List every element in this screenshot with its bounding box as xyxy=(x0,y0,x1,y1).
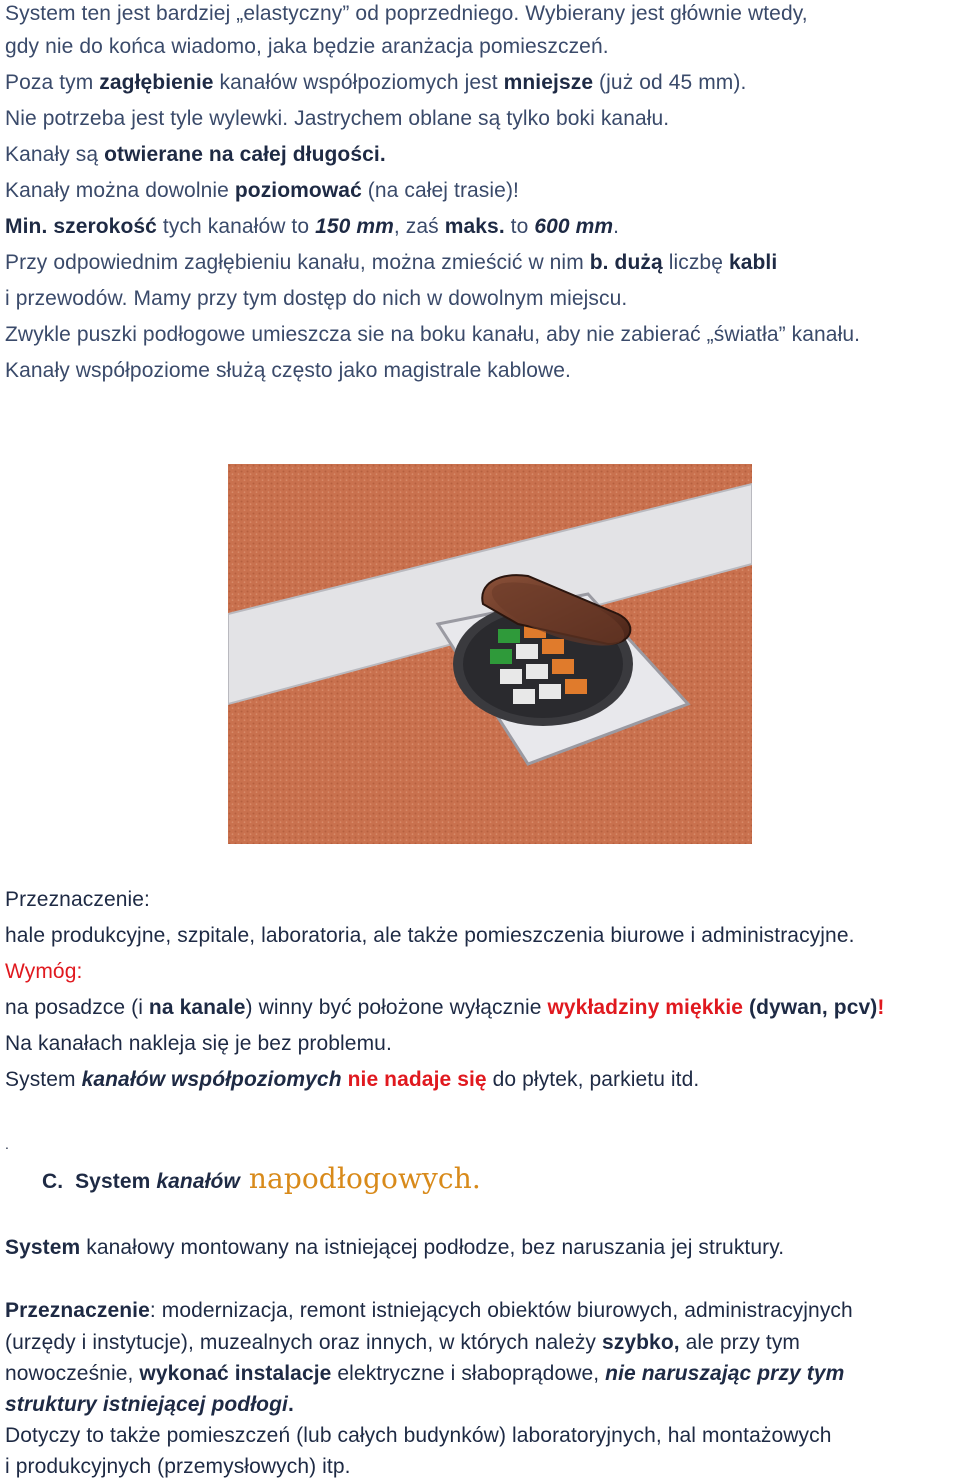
text-line: Poza tym zagłębienie kanałów współpoziomych jest mniejsze (już od 45 mm). xyxy=(5,71,747,94)
text-line: i przewodów. Mamy przy tym dostęp do nich w dowolnym miejscu. xyxy=(5,287,628,310)
floor-channel-illustration xyxy=(228,464,752,844)
text-line: i produkcyjnych (przemysłowych) itp. xyxy=(5,1455,351,1478)
text-line: nowocześnie, wykonać instalacje elektryczne i słaboprądowe, nie naruszając przy tym xyxy=(5,1362,845,1385)
purpose-label: Przeznaczenie: xyxy=(5,888,150,911)
text-line: Nie potrzeba jest tyle wylewki. Jastrychem oblane są tylko boki kanału. xyxy=(5,107,670,130)
text-line: hale produkcyjne, szpitale, laboratoria, ale także pomieszczenia biurowe i administracyjne. xyxy=(5,924,855,947)
text-line: Kanały współpoziome służą często jako magistrale kablowe. xyxy=(5,359,571,382)
stray-dot: . xyxy=(5,1136,9,1152)
text-line: Min. szerokość tych kanałów to 150 mm, zaś maks. to 600 mm. xyxy=(5,215,620,238)
text-line: Kanały można dowolnie poziomować (na całej trasie)! xyxy=(5,179,519,202)
section-heading: C. System kanałów napodłogowych. xyxy=(42,1162,481,1195)
text-line: (urzędy i instytucje), muzealnych oraz innych, w których należy szybko, ale przy tym xyxy=(5,1331,801,1354)
text-line: System ten jest bardziej „elastyczny” od poprzedniego. Wybierany jest głównie wtedy, xyxy=(5,2,808,25)
text-line: Dotyczy to także pomieszczeń (lub całych budynków) laboratoryjnych, hal montażowych xyxy=(5,1424,832,1447)
text-line: gdy nie do końca wiadomo, jaka będzie aranżacja pomieszczeń. xyxy=(5,35,609,58)
text-line: Na kanałach nakleja się je bez problemu. xyxy=(5,1032,392,1055)
text-line: Zwykle puszki podłogowe umieszcza sie na boku kanału, aby nie zabierać „światła” kanału. xyxy=(5,323,861,346)
text-line: Przy odpowiednim zagłębieniu kanału, można zmieścić w nim b. dużą liczbę kabli xyxy=(5,251,778,274)
text-line: Przeznaczenie: modernizacja, remont istniejących obiektów biurowych, administracyjnych xyxy=(5,1299,853,1322)
text-line: struktury istniejącej podłogi. xyxy=(5,1393,294,1416)
requirement-label: Wymóg: xyxy=(5,960,83,983)
text-line: System kanałowy montowany na istniejącej podłodze, bez naruszania jej struktury. xyxy=(5,1236,785,1259)
text-line: na posadzce (i na kanale) winny być położone wyłącznie wykładziny miękkie (dywan, pcv)! xyxy=(5,996,885,1019)
text-line: Kanały są otwierane na całej długości. xyxy=(5,143,386,166)
text-line: System kanałów współpoziomych nie nadaje się do płytek, parkietu itd. xyxy=(5,1068,700,1091)
